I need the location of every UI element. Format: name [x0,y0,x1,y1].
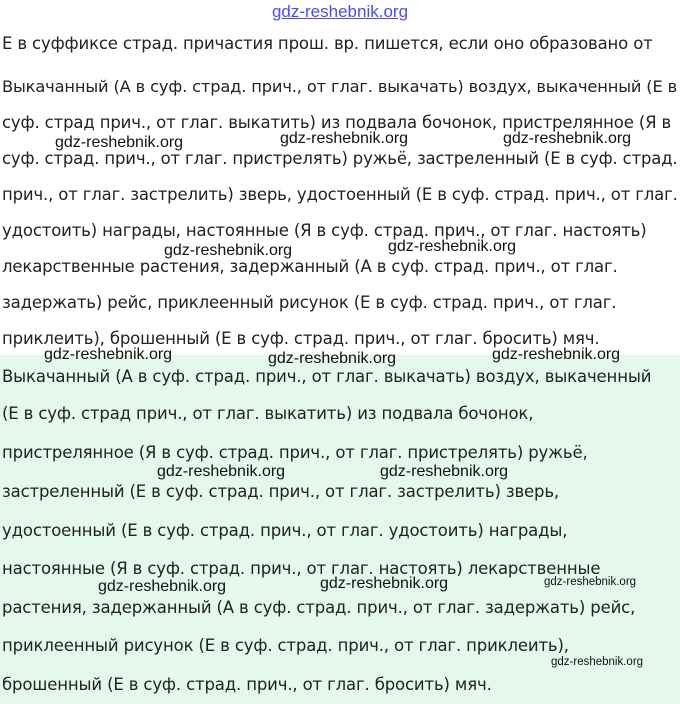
watermark: gdz-reshebnik.org [544,576,637,588]
watermark: gdz-reshebnik.org [44,346,173,363]
watermark: gdz-reshebnik.org [55,134,184,151]
watermark: gdz-reshebnik.org [492,346,621,363]
watermark: gdz-reshebnik.org [388,238,517,255]
answer-line: настоянные (Я в суф. страд. прич., от глаг. настоять) лекарственные [2,559,601,578]
answer-line: застреленный (Е в суф. страд. прич., от глаг. застрелить) зверь, [2,482,560,501]
watermark: gdz-reshebnik.org [268,350,397,367]
watermark: gdz-reshebnik.org [503,130,632,147]
task-line: задержать) рейс, приклеенный рисунок (Е в суф. страд. прич., от глаг. [2,293,617,312]
watermark: gdz-reshebnik.org [380,463,509,480]
header-watermark-link[interactable]: gdz-reshebnik.org [271,2,409,21]
answer-line: растения, задержанный (А в суф. страд. прич., от глаг. задержать) рейс, [2,598,636,617]
watermark: gdz-reshebnik.org [164,242,293,259]
answer-line: Выкачанный (А в суф. страд. прич., от глаг. выкачать) воздух, выкаченный [2,367,652,386]
watermark: gdz-reshebnik.org [98,578,227,595]
task-line: суф. страд прич., от глаг. выкатить) из подвала бочонок, пристрелянное (Я в [2,113,672,132]
answer-line: приклеенный рисунок (Е в суф. страд. прич., от глаг. приклеить), [2,636,569,655]
answer-line: пристрелянное (Я в суф. страд. прич., от глаг. пристрелять) ружьё, [2,443,588,462]
answer-line: (Е в суф. страд прич., от глаг. выкатить) из подвала бочонок, [2,404,534,423]
rule-text: Е в суффиксе страд. причастия прош. вр. пишется, если оно образовано от [2,34,653,53]
task-line: прич., от глаг. застрелить) зверь, удостоенный (Е в суф. страд. прич., от глаг. [2,185,678,204]
task-line: приклеить), брошенный (Е в суф. страд. прич., от глаг. бросить) мяч. [2,329,600,348]
task-line: удостоить) награды, настоянные (Я в суф. страд. прич., от глаг. настоять) [2,221,647,240]
task-line: Выкачанный (А в суф. страд. прич., от глаг. выкачать) воздух, выкаченный (Е в [2,77,678,96]
task-line: лекарственные растения, задержанный (А в суф. страд. прич., от глаг. [2,257,618,276]
watermark: gdz-reshebnik.org [157,463,286,480]
watermark: gdz-reshebnik.org [551,656,644,668]
answer-line: брошенный (Е в суф. страд. прич., от глаг. бросить) мяч. [2,675,492,694]
answer-line: удостоенный (Е в суф. страд. прич., от глаг. удостоить) награды, [2,521,568,540]
task-line: суф. страд. прич., от глаг. пристрелять) ружьё, застреленный (Е в суф. страд. [2,149,678,168]
watermark: gdz-reshebnik.org [280,130,409,147]
watermark: gdz-reshebnik.org [320,575,449,592]
